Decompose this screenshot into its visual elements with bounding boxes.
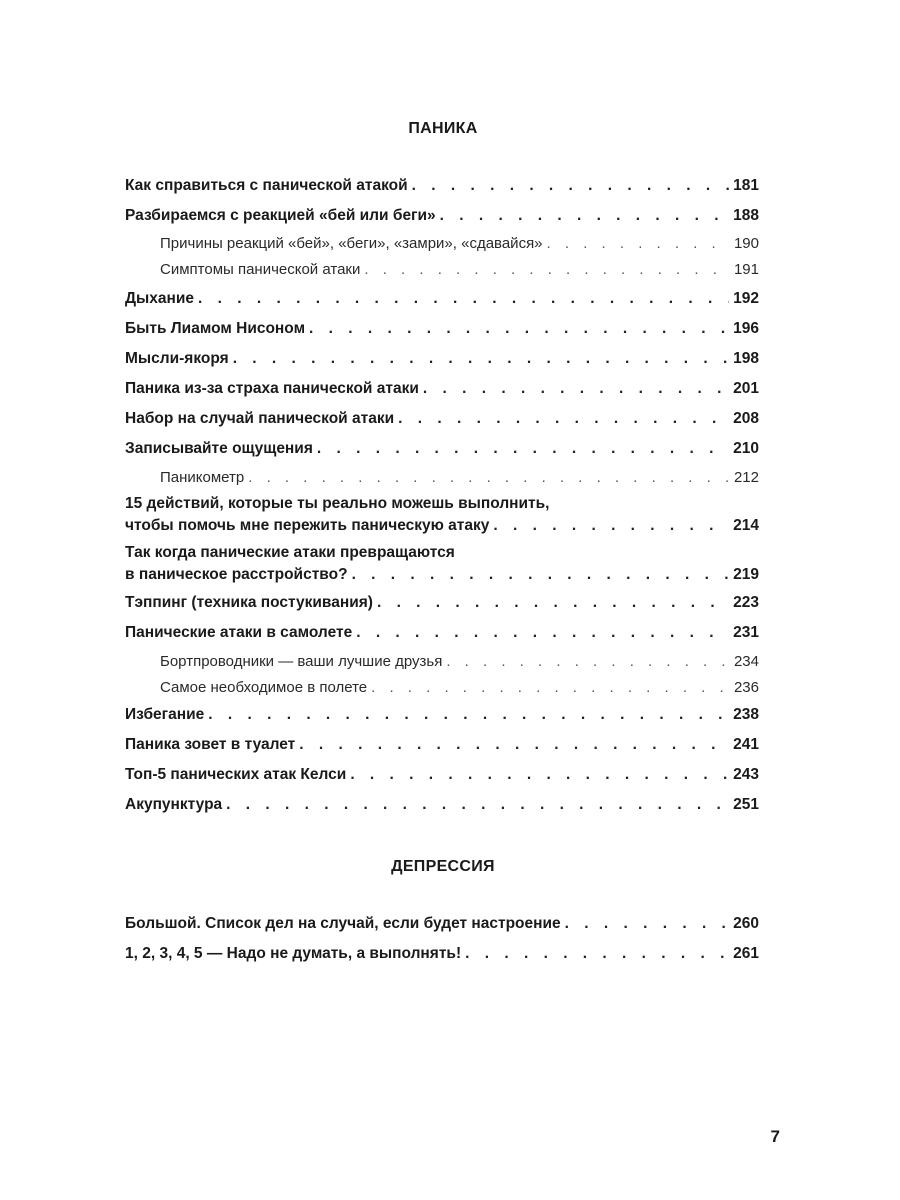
section-title-panic: ПАНИКА [408, 120, 478, 137]
entry-page: 241 [733, 736, 759, 753]
leader-dots [565, 913, 729, 935]
entry-title: Симптомы панической атаки [160, 261, 361, 278]
entry-title: Как справиться с панической атакой [125, 177, 408, 194]
entry-title: Причины реакций «бей», «беги», «замри», «сдавайся» [160, 235, 543, 252]
entry-title: Избегание [125, 706, 205, 723]
entry-title-line1: Так когда панические атаки превращаются [125, 544, 455, 561]
leader-dots [547, 233, 730, 255]
toc-entry[interactable] [125, 794, 759, 824]
entry-page: 192 [733, 290, 759, 307]
entry-title: Набор на случай панической атаки [125, 410, 395, 427]
entry-page: 231 [733, 624, 759, 641]
leader-dots [317, 438, 729, 460]
toc-subentry[interactable] [160, 233, 759, 259]
toc-subentry[interactable] [160, 259, 759, 288]
leader-dots [309, 318, 729, 340]
toc-entry[interactable] [125, 704, 759, 734]
entry-page: 190 [733, 235, 759, 252]
toc-entry[interactable] [125, 592, 759, 622]
entry-title: Записывайте ощущения [125, 440, 313, 457]
entry-title: Бортпроводники — ваши лучшие друзья [160, 653, 443, 670]
entry-title: Самое необходимое в полете [160, 679, 368, 696]
leader-dots [465, 943, 729, 965]
leader-dots [377, 592, 729, 614]
entry-page: 261 [733, 945, 759, 962]
leader-dots [446, 651, 730, 673]
entry-title: в паническое расстройство? [125, 566, 348, 583]
entry-page: 260 [733, 915, 759, 932]
leader-dots [356, 622, 729, 644]
entry-page: 238 [733, 706, 759, 723]
toc-depression [125, 913, 759, 973]
toc-entry[interactable] [125, 493, 759, 542]
toc-entry[interactable] [125, 542, 759, 592]
toc-entry[interactable] [125, 408, 759, 438]
toc-panic [125, 175, 759, 824]
leader-dots [233, 348, 729, 370]
toc-entry[interactable] [125, 288, 759, 318]
entry-page: 181 [733, 177, 759, 194]
entry-page: 210 [733, 440, 759, 457]
toc-entry[interactable] [125, 734, 759, 764]
toc-subentry[interactable] [160, 651, 759, 677]
entry-title: 1, 2, 3, 4, 5 — Надо не думать, а выполнять! [125, 945, 462, 962]
entry-title: Дыхание [125, 290, 195, 307]
entry-page: 236 [733, 679, 759, 696]
toc-entry[interactable] [125, 438, 759, 467]
leader-dots [398, 408, 729, 430]
entry-title: Панические атаки в самолете [125, 624, 353, 641]
toc-entry[interactable] [125, 205, 759, 233]
leader-dots [423, 378, 729, 400]
toc-entry[interactable] [125, 378, 759, 408]
entry-title-line1: 15 действий, которые ты реально можешь выполнить, [125, 495, 550, 512]
toc-entry[interactable] [125, 348, 759, 378]
entry-page: 201 [733, 380, 759, 397]
entry-title: Паника из-за страха панической атаки [125, 380, 419, 397]
toc-entry[interactable] [125, 175, 759, 205]
toc-entry[interactable] [125, 622, 759, 651]
toc-subentry[interactable] [160, 677, 759, 704]
entry-page: 223 [733, 594, 759, 611]
entry-title: Мысли-якоря [125, 350, 229, 367]
leader-dots [350, 764, 729, 786]
entry-title: Тэппинг (техника постукивания) [125, 594, 373, 611]
leader-dots [440, 205, 729, 227]
entry-page: 214 [733, 517, 759, 534]
entry-title: Паника зовет в туалет [125, 736, 296, 753]
entry-page: 198 [733, 350, 759, 367]
entry-page: 208 [733, 410, 759, 427]
entry-page: 219 [733, 566, 759, 583]
entry-title: Большой. Список дел на случай, если будет настроение [125, 915, 561, 932]
leader-dots [412, 175, 729, 197]
entry-page: 191 [733, 261, 759, 278]
entry-page: 196 [733, 320, 759, 337]
toc-entry[interactable] [125, 764, 759, 794]
entry-title: чтобы помочь мне пережить паническую атаку [125, 517, 490, 534]
leader-dots [198, 288, 729, 310]
leader-dots [352, 564, 730, 586]
section-title-depression: ДЕПРЕССИЯ [391, 858, 495, 875]
leader-dots [226, 794, 729, 816]
leader-dots [299, 734, 729, 756]
entry-title: Топ-5 панических атак Келси [125, 766, 347, 783]
entry-page: 212 [733, 469, 759, 486]
leader-dots [248, 467, 730, 489]
entry-title: Быть Лиамом Нисоном [125, 320, 306, 337]
leader-dots [364, 259, 730, 281]
page-number: 7 [770, 1127, 780, 1146]
entry-page: 251 [733, 796, 759, 813]
entry-page: 234 [733, 653, 759, 670]
leader-dots [493, 515, 729, 537]
entry-title: Паникометр [160, 469, 245, 486]
entry-page: 188 [733, 207, 759, 224]
entry-page: 243 [733, 766, 759, 783]
toc-entry[interactable] [125, 943, 759, 973]
leader-dots [371, 677, 730, 699]
leader-dots [208, 704, 729, 726]
toc-entry[interactable] [125, 318, 759, 348]
entry-title: Акупунктура [125, 796, 223, 813]
toc-subentry[interactable] [160, 467, 759, 493]
entry-title: Разбираемся с реакцией «бей или беги» [125, 207, 436, 224]
toc-entry[interactable] [125, 913, 759, 943]
